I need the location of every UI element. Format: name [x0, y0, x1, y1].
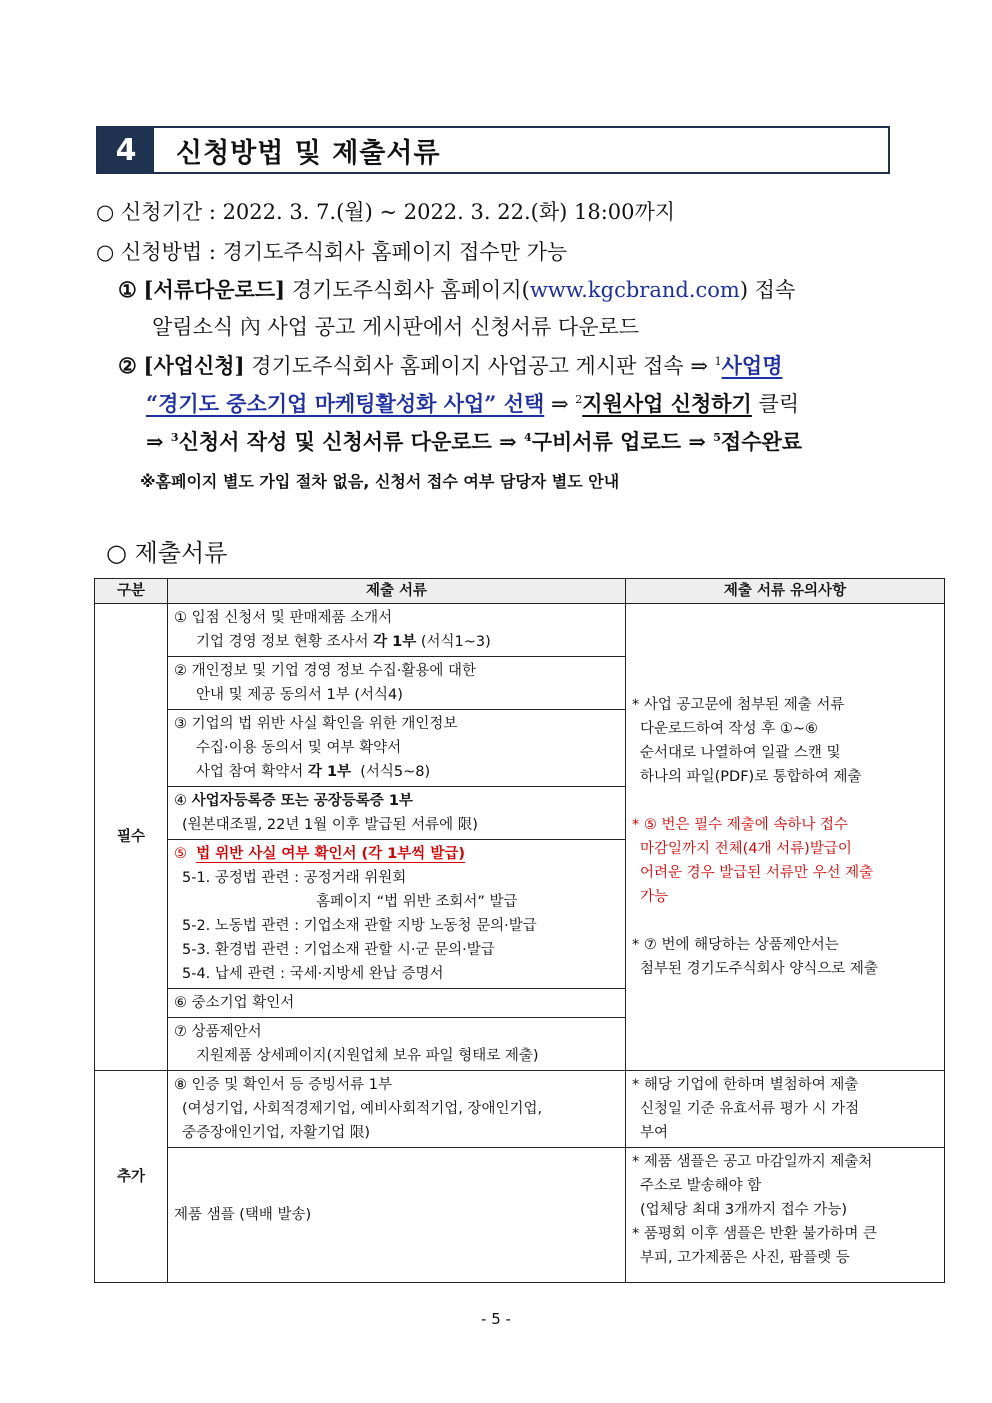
table-row: [95, 1071, 945, 1148]
note-item5-4: 가능: [640, 889, 669, 905]
section-title: 신청방법 및 제출서류: [176, 137, 441, 169]
category-required: 필수: [95, 604, 168, 1071]
step1-text: 경기도주식회사 홈페이지(: [291, 278, 530, 302]
note-pdf-2: 다운로드하여 작성 후 ①~⑥: [640, 721, 819, 737]
step2-sub1: 1: [714, 355, 722, 368]
doc-item-1-sub: [174, 630, 619, 654]
business-select-link[interactable]: “경기도 중소기업 마케팅활성화 사업” 선택: [146, 391, 545, 416]
doc-item-3-sub1: 수집·이용 동의서 및 여부 확약서: [196, 740, 402, 756]
doc-item-8-note: [626, 1071, 945, 1148]
step2-s3-text: 신청서 작성 및 신청서류 다운로드 ⇒: [178, 429, 517, 454]
application-method: ○ 신청방법 : 경기도주식회사 홈페이지 접수만 가능: [96, 240, 568, 264]
doc-item-2-sub: 안내 및 제공 동의서 1부 (서식4): [196, 687, 403, 703]
doc-item-5-2: 5-2. 노동법 관련 : 기업소재 관할 지방 노동청 문의·발급: [182, 918, 537, 934]
note-pdf-1: * 사업 공고문에 첨부된 제출 서류: [632, 697, 845, 713]
table-row: [95, 604, 945, 657]
category-extra: 추가: [95, 1071, 168, 1283]
doc-item-4-sub: (원본대조필, 22년 1월 이후 발급된 서류에 限): [182, 817, 478, 833]
note-item5: [632, 813, 938, 909]
doc-item-1-subtext: 기업 경영 정보 현황 조사서: [196, 634, 369, 650]
table-row: [95, 1148, 945, 1283]
step2-sub4: 4: [524, 431, 532, 444]
step1-label: [서류다운로드]: [143, 277, 286, 302]
step2-number: ②: [118, 353, 137, 378]
doc-item-4-num: ④: [174, 793, 187, 809]
doc-item-4-title: [174, 789, 619, 813]
step2-click: 클릭: [758, 392, 800, 416]
doc-item-9-note-1: * 제품 샘플은 공고 마감일까지 제출처: [632, 1154, 873, 1170]
doc-item-3-form: (서식5~8): [360, 764, 431, 780]
step1-line1: [118, 274, 795, 304]
step2-line2: [146, 388, 799, 418]
note-item7: [632, 933, 938, 981]
note-item5-2: 마감일까지 전체(4개 서류)발급이: [640, 841, 852, 857]
homepage-link[interactable]: www.kgcbrand.com: [529, 278, 740, 302]
doc-item-3-count: 각 1부: [307, 764, 352, 780]
step2-line1: [118, 350, 782, 380]
doc-item-8-note-2: 신청일 기준 유효서류 평가 시 가점: [640, 1101, 860, 1117]
step2-s5-text: 접수완료: [720, 429, 803, 454]
doc-item-5: [168, 840, 626, 989]
step2-label: [사업신청]: [143, 353, 245, 378]
doc-item-5-text: 법 위반 사실 여부 확인서 (각 1부씩 발급): [196, 846, 466, 862]
step2-sub2: 2: [575, 393, 583, 406]
step1-number: ①: [118, 277, 137, 302]
doc-item-7-sub: 지원제품 상세페이지(지원업체 보유 파일 형태로 제출): [196, 1048, 539, 1064]
step1-text-end: ) 접속: [739, 278, 796, 302]
doc-item-3: [168, 710, 626, 787]
doc-item-8-note-1: * 해당 기업에 한하며 별첨하여 제출: [632, 1077, 859, 1093]
doc-item-2: [168, 657, 626, 710]
doc-item-5-3: 5-3. 환경법 관련 : 기업소재 관할 시·군 문의·발급: [182, 942, 495, 958]
note-pdf: [632, 693, 938, 789]
application-period: ○ 신청기간 : 2022. 3. 7.(월) ~ 2022. 3. 22.(화) 18:00까지: [96, 200, 676, 224]
header-documents: 제출 서류: [168, 579, 626, 604]
doc-item-1-count: 각 1부: [373, 634, 417, 650]
doc-item-5-num: ⑤: [174, 846, 187, 862]
note-item5-1: * ⑤ 번은 필수 제출에 속하나 접수: [632, 817, 848, 833]
doc-item-1-form: (서식1~3): [420, 634, 491, 650]
doc-item-9-note-4: * 품평회 이후 샘플은 반환 불가하며 큰: [632, 1226, 878, 1242]
doc-item-9-note-5: 부피, 고가제품은 사진, 팜플렛 등: [640, 1250, 850, 1266]
documents-table: [94, 578, 945, 1283]
doc-item-9-note-2: 주소로 발송해야 함: [640, 1178, 762, 1194]
step2-text: 경기도주식회사 홈페이지 사업공고 게시판 접속 ⇒: [251, 354, 708, 378]
doc-item-8-note-3: 부여: [640, 1125, 669, 1141]
note-item7-2: 첨부된 경기도주식회사 양식으로 제출: [640, 961, 878, 977]
doc-item-7-title: ⑦ 상품제안서: [174, 1024, 262, 1040]
header-category: 구분: [95, 579, 168, 604]
doc-item-8: [168, 1071, 626, 1148]
step2-line3: [146, 426, 802, 456]
step2-arrow: ⇒: [550, 392, 569, 416]
doc-item-9-note: [626, 1148, 945, 1283]
doc-item-2-title: ② 개인정보 및 기업 경영 정보 수집·활용에 대한: [174, 663, 476, 679]
apply-support-link[interactable]: 지원사업 신청하기: [582, 391, 752, 416]
doc-item-8-sub2: 중증장애인기업, 자활기업 限): [182, 1125, 371, 1141]
step2-arrow3: ⇒: [146, 429, 164, 454]
note-item7-1: * ⑦ 번에 해당하는 상품제안서는: [632, 937, 839, 953]
notice: ※홈페이지 별도 가입 절차 없음, 신청서 접수 여부 담당자 별도 안내: [140, 472, 620, 491]
doc-item-6: ⑥ 중소기업 확인서: [168, 989, 626, 1018]
doc-item-1-title: ① 입점 신청서 및 판매제품 소개서: [174, 610, 393, 626]
doc-item-8-sub1: (여성기업, 사회적경제기업, 예비사회적기업, 장애인기업,: [182, 1101, 543, 1117]
business-name-link[interactable]: 사업명: [721, 353, 783, 378]
doc-item-5-title: [174, 842, 619, 866]
doc-item-3-title: ③ 기업의 법 위반 사실 확인을 위한 개인정보: [174, 716, 458, 732]
step2-sub5: 5: [713, 431, 721, 444]
doc-item-8-title: ⑧ 인증 및 확인서 등 증빙서류 1부: [174, 1077, 392, 1093]
doc-item-9-note-3: (업체당 최대 3개까지 접수 가능): [640, 1202, 848, 1218]
page-number: - 5 -: [481, 1310, 511, 1328]
step1-line2: 알림소식 內 사업 공고 게시판에서 신청서류 다운로드: [152, 315, 640, 339]
doc-item-3-sub2: [174, 760, 619, 784]
header-notes: 제출 서류 유의사항: [626, 579, 945, 604]
required-notes: [626, 604, 945, 1071]
step2-sub3: 3: [170, 431, 179, 444]
section-number: 4: [98, 128, 154, 172]
doc-item-4: [168, 787, 626, 840]
table-header-row: [95, 579, 945, 604]
step2-s4-text: 구비서류 업로드 ⇒: [531, 429, 706, 454]
note-pdf-4: 하나의 파일(PDF)로 통합하여 제출: [640, 769, 862, 785]
doc-item-4-text: 사업자등록증 또는 공장등록증 1부: [191, 793, 413, 809]
section-header: [96, 126, 890, 174]
doc-item-3-subtext: 사업 참여 확약서: [196, 764, 304, 780]
doc-item-9: 제품 샘플 (택배 발송): [168, 1148, 626, 1283]
doc-item-5-4: 5-4. 납세 관련 : 국세·지방세 완납 증명서: [182, 966, 444, 982]
doc-item-5-1: 5-1. 공정법 관련 : 공정거래 위원회: [182, 870, 407, 886]
doc-item-5-1b: 홈페이지 “법 위반 조회서” 발급: [316, 894, 518, 910]
doc-item-1: [168, 604, 626, 657]
docs-heading: ○ 제출서류: [106, 539, 228, 567]
note-pdf-3: 순서대로 나열하여 일괄 스캔 및: [640, 745, 841, 761]
note-item5-3: 어려운 경우 발급된 서류만 우선 제출: [640, 865, 874, 881]
doc-item-7: [168, 1018, 626, 1071]
